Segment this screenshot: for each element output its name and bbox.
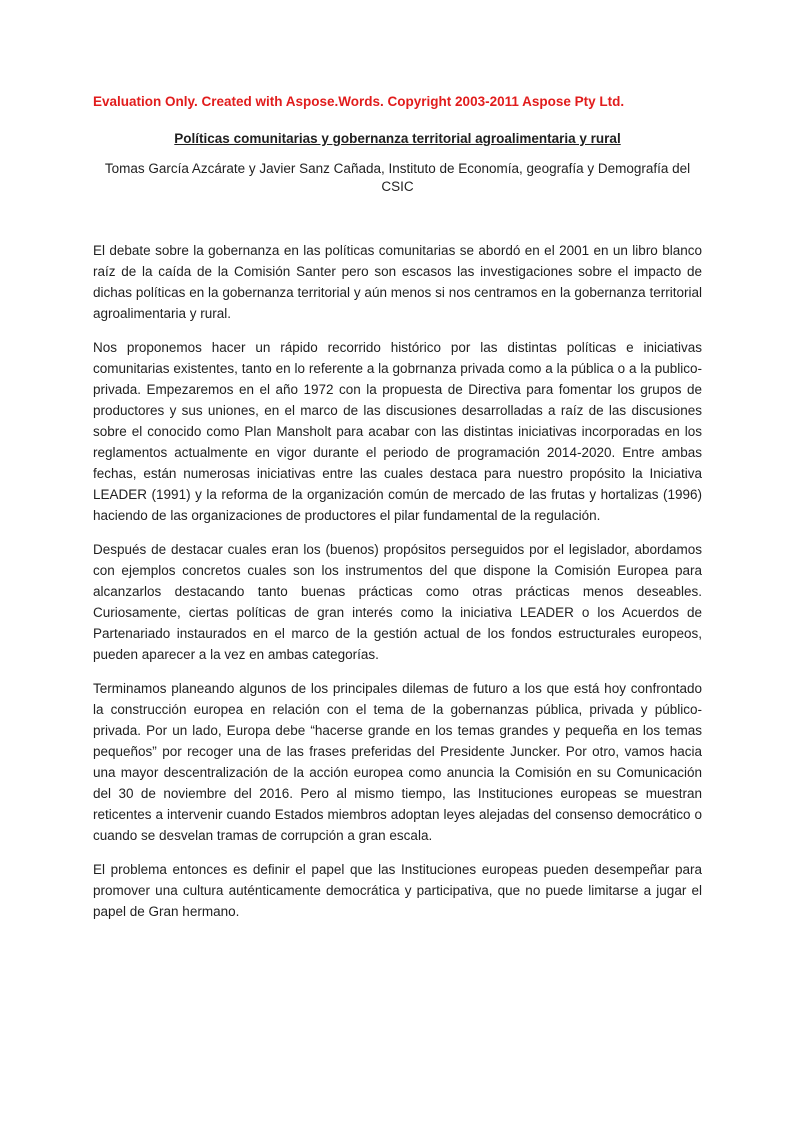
document-title: Políticas comunitarias y gobernanza territorial agroalimentaria y rural	[174, 131, 621, 146]
paragraph-1: El debate sobre la gobernanza en las políticas comunitarias se abordó en el 2001 en un libro blanco raíz de la caída de la Comisión Santer pero son escasos las investigaciones sobre el impacto de dichas políticas en la gobernanza territorial y aún menos si nos centramos en la gobernanza territorial agroalimentaria y rural.	[93, 243, 702, 321]
paragraph-2: Nos proponemos hacer un rápido recorrido histórico por las distintas políticas e iniciativas comunitarias existentes, tanto en lo referente a la gobrnanza privada como a la pública o a la publico-privada. Empezaremos en el año 1972 con la propuesta de Directiva para fomentar los grupos de productores y sus uniones, en el marco de las discusiones desarrolladas a raíz de las discusiones sobre el conocido como Plan Mansholt para acabar con las distintas iniciativas incorporadas en los reglamentos actualmente en vigor durante el periodo de programación 2014-2020. Entre ambas fechas, están numerosas iniciativas entre las cuales destaca para nuestro propósito la Iniciativa LEADER (1991) y la reforma de la organización común de mercado de las frutas y hortalizas (1996) haciendo de las organizaciones de productores el pilar fundamental de la regulación.	[93, 340, 702, 523]
watermark-text: Evaluation Only. Created with Aspose.Words. Copyright 2003-2011 Aspose Pty Ltd.	[93, 94, 625, 109]
authors-line: Tomas García Azcárate y Javier Sanz Cañada, Instituto de Economía, geografía y Demografía del CSIC	[104, 161, 691, 194]
paragraph-5: El problema entonces es definir el papel que las Instituciones europeas pueden desempeñar para promover una cultura auténticamente democrática y participativa, que no puede limitarse a jugar el papel de Gran hermano.	[93, 862, 702, 919]
paragraph-4: Terminamos planeando algunos de los principales dilemas de futuro a los que está hoy confrontado la construcción europea en relación con el tema de la gobernanzas pública, privada y público-privada. Por un lado, Europa debe “hacerse grande en los temas grandes y pequeña en los temas pequeños” por recoger una de las frases preferidas del Presidente Juncker. Por otro, vamos hacia una mayor descentralización de la acción europea como anuncia la Comisión en su Comunicación del 30 de noviembre del 2016. Pero al mismo tiempo, las Instituciones europeas se muestran reticentes a intervenir cuando Estados miembros adoptan leyes alejadas del consenso democrático o cuando se desvelan tramas de corrupción a gran escala.	[93, 681, 702, 843]
paragraph-3: Después de destacar cuales eran los (buenos) propósitos perseguidos por el legislador, abordamos con ejemplos concretos cuales son los instrumentos del que dispone la Comisión Europea para alcanzarlos destacando tanto buenas prácticas como otras prácticas menos deseables. Curiosamente, ciertas políticas de gran interés como la iniciativa LEADER o los Acuerdos de Partenariado instaurados en el marco de la gestión actual de los fondos estructurales europeos, pueden aparecer a la vez en ambas categorías.	[93, 542, 702, 662]
